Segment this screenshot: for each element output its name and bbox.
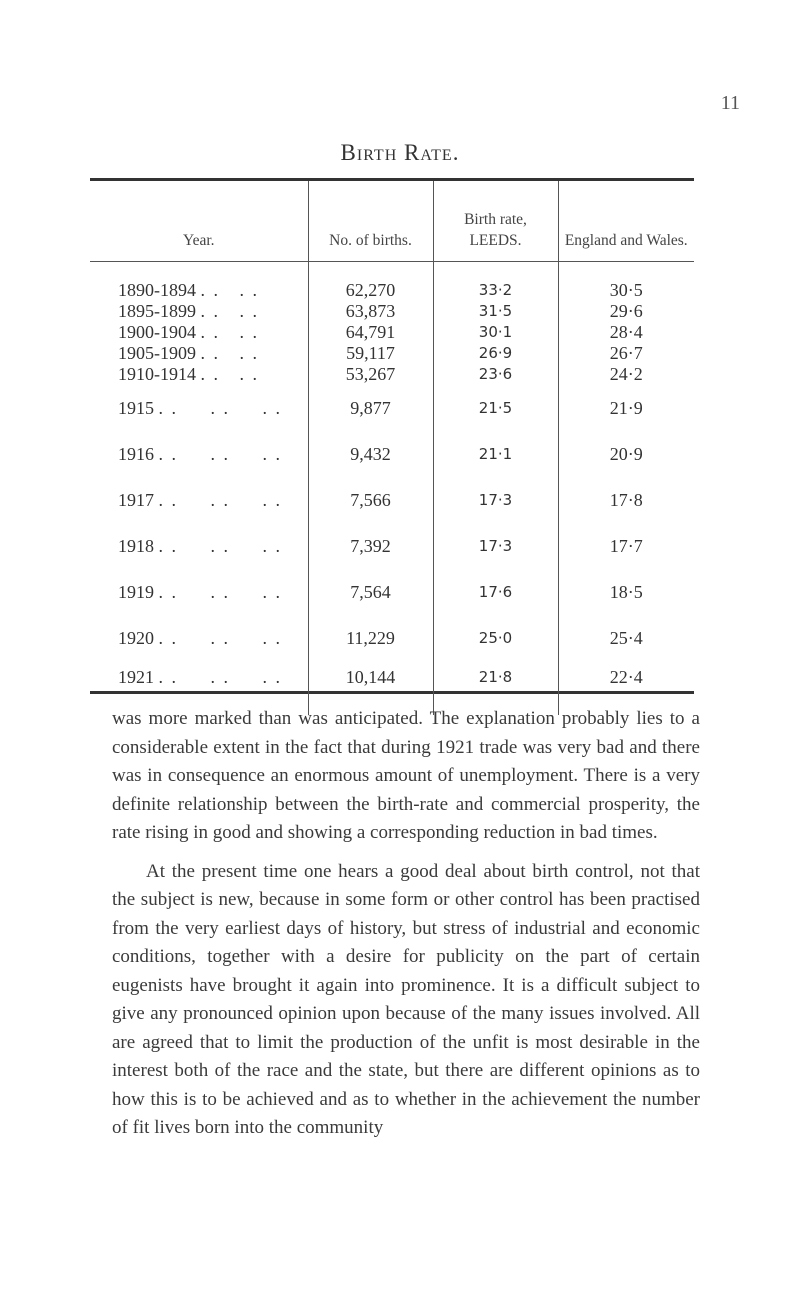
leeds-rate-cell: 26·9 <box>433 343 558 364</box>
title-second-initial: R <box>404 140 421 165</box>
leader-dots: . . . . . . <box>158 443 282 464</box>
leeds-rate-cell: 31·5 <box>433 301 558 322</box>
leader-dots: . . . . . . <box>158 535 282 556</box>
table-row <box>90 262 694 302</box>
header-births: No. of births. <box>308 181 433 262</box>
leader-dots: . . . . . . <box>158 627 282 648</box>
table-row <box>90 385 694 431</box>
year-label: 1915 <box>118 397 154 418</box>
births-cell: 10,144 <box>308 661 433 715</box>
year-label: 1919 <box>118 581 154 602</box>
paragraph-2: At the present time one hears a good deal about birth control, not that the subject is new, because in some form or other control has been practised from the very earliest days of history, but stress of industrial and economic conditions, together with a desire for publicity on the part of certain eugenists have brought it again into prominence. It is a difficult subject to give any pronounced opinion upon because of the many issues involved. All are agreed that to limit the production of the unfit is most desirable in the interest both of the race and the state, but there are different opinions as to how this is to be achieved and as to whether in the achievement the number of fit lives born into the community <box>112 860 700 1138</box>
year-label: 1895-1899 <box>118 301 196 321</box>
title-second-rest: ate. <box>420 140 460 165</box>
leader-dots: . . . . . . <box>158 667 282 687</box>
england-rate-cell: 30·5 <box>558 262 694 302</box>
year-label: 1920 <box>118 627 154 648</box>
year-label: 1910-1914 <box>118 364 196 384</box>
year-cell <box>90 431 308 477</box>
births-cell: 59,117 <box>308 343 433 364</box>
year-label: 1921 <box>118 667 154 687</box>
births-cell: 7,566 <box>308 477 433 523</box>
leader-dots: . . . . <box>200 301 259 321</box>
year-label: 1918 <box>118 535 154 556</box>
table-body <box>90 262 694 716</box>
table-header-row <box>90 181 694 262</box>
year-label: 1917 <box>118 489 154 510</box>
england-rate-cell: 25·4 <box>558 615 694 661</box>
leeds-rate-cell: 17·3 <box>433 477 558 523</box>
title-first-rest: irth <box>356 140 398 165</box>
table-row <box>90 569 694 615</box>
births-cell: 64,791 <box>308 322 433 343</box>
england-rate-cell: 22·4 <box>558 661 694 715</box>
england-rate-cell: 20·9 <box>558 431 694 477</box>
table-row <box>90 477 694 523</box>
table-row <box>90 431 694 477</box>
births-cell: 53,267 <box>308 364 433 385</box>
header-year: Year. <box>90 181 308 262</box>
leader-dots: . . . . <box>200 280 259 300</box>
year-label: 1916 <box>118 443 154 464</box>
table-row <box>90 343 694 364</box>
leader-dots: . . . . <box>200 343 259 363</box>
england-rate-cell: 24·2 <box>558 364 694 385</box>
births-cell: 7,564 <box>308 569 433 615</box>
header-england: England and Wales. <box>558 181 694 262</box>
england-rate-cell: 17·8 <box>558 477 694 523</box>
year-cell <box>90 262 308 302</box>
leeds-rate-cell: 30·1 <box>433 322 558 343</box>
year-label: 1905-1909 <box>118 343 196 363</box>
year-cell <box>90 364 308 385</box>
leeds-rate-cell: 21·5 <box>433 385 558 431</box>
england-rate-cell: 17·7 <box>558 523 694 569</box>
year-label: 1900-1904 <box>118 322 196 342</box>
table-row <box>90 364 694 385</box>
leader-dots: . . . . . . <box>158 397 282 418</box>
births-cell: 9,877 <box>308 385 433 431</box>
paragraph-1: was more marked than was anticipated. The explanation probably lies to a considerable extent in the fact that during 1921 trade was very bad and there was in consequence an enormous amount of unemployment. There is a very definite relationship between the birth-rate and commercial prosperity, the rate rising in good and showing a corresponding reduction in bad times. <box>112 708 700 843</box>
header-leeds: Birth rate, LEEDS. <box>433 181 558 262</box>
leader-dots: . . . . . . <box>158 489 282 510</box>
table-row <box>90 301 694 322</box>
leeds-rate-cell: 17·6 <box>433 569 558 615</box>
leader-dots: . . . . <box>200 364 259 384</box>
body-text <box>112 705 700 1143</box>
year-cell <box>90 523 308 569</box>
year-cell <box>90 322 308 343</box>
year-cell <box>90 343 308 364</box>
table-row <box>90 615 694 661</box>
england-rate-cell: 28·4 <box>558 322 694 343</box>
leeds-rate-cell: 21·1 <box>433 431 558 477</box>
england-rate-cell: 21·9 <box>558 385 694 431</box>
page-title <box>0 140 800 166</box>
year-cell <box>90 569 308 615</box>
birth-rate-table <box>90 178 694 694</box>
births-cell: 62,270 <box>308 262 433 302</box>
leeds-rate-cell: 33·2 <box>433 262 558 302</box>
england-rate-cell: 18·5 <box>558 569 694 615</box>
leader-dots: . . . . <box>200 322 259 342</box>
title-first-initial: B <box>340 140 357 165</box>
leeds-rate-cell: 21·8 <box>433 661 558 715</box>
year-cell <box>90 615 308 661</box>
year-cell <box>90 301 308 322</box>
year-cell <box>90 385 308 431</box>
leader-dots: . . . . . . <box>158 581 282 602</box>
births-cell: 7,392 <box>308 523 433 569</box>
table-row <box>90 523 694 569</box>
births-cell: 9,432 <box>308 431 433 477</box>
leeds-rate-cell: 23·6 <box>433 364 558 385</box>
england-rate-cell: 26·7 <box>558 343 694 364</box>
leeds-rate-cell: 17·3 <box>433 523 558 569</box>
table-row <box>90 322 694 343</box>
england-rate-cell: 29·6 <box>558 301 694 322</box>
page-number: 11 <box>720 92 740 114</box>
births-cell: 11,229 <box>308 615 433 661</box>
births-cell: 63,873 <box>308 301 433 322</box>
year-cell <box>90 477 308 523</box>
year-label: 1890-1894 <box>118 280 196 300</box>
leeds-rate-cell: 25·0 <box>433 615 558 661</box>
